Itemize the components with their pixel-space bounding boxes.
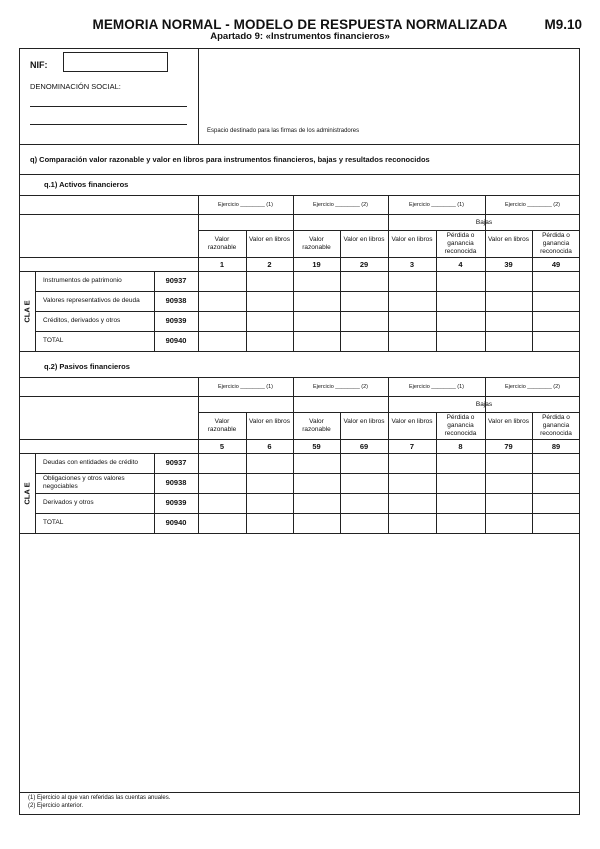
- activos-title-rule: [19, 195, 580, 196]
- value-cell[interactable]: [533, 474, 579, 492]
- side-label-rule: [35, 453, 36, 533]
- value-cell[interactable]: [341, 514, 387, 532]
- ejercicio-header: Ejercicio ________ (2): [312, 202, 369, 208]
- column-header: Valor razonable: [302, 236, 331, 251]
- row-code: 90937: [165, 458, 187, 467]
- column-number: 1: [219, 260, 225, 269]
- column-header: Valor en libros: [487, 418, 530, 425]
- value-cell[interactable]: [389, 474, 435, 492]
- row-code: 90940: [165, 336, 187, 345]
- firmas-text: Espacio destinado para las firmas de los administradores: [207, 128, 360, 134]
- row-label: Valores representativos de deuda: [43, 297, 140, 304]
- value-cell[interactable]: [486, 312, 531, 330]
- value-cell[interactable]: [247, 454, 292, 472]
- pasivos-title-rule: [19, 377, 580, 378]
- section-q-title: q) Comparación valor razonable y valor en libros para instrumentos financieros, bajas y resultados reconocidos: [30, 155, 430, 164]
- value-cell[interactable]: [533, 494, 579, 512]
- row-code: 90939: [165, 316, 187, 325]
- column-number: 89: [551, 442, 561, 451]
- value-cell[interactable]: [437, 514, 484, 532]
- column-header: Valor en libros: [248, 236, 291, 243]
- column-header: Valor razonable: [207, 236, 237, 251]
- header-row-rule: [19, 439, 580, 440]
- value-cell[interactable]: [389, 332, 435, 350]
- value-cell[interactable]: [247, 292, 292, 310]
- value-cell[interactable]: [247, 514, 292, 532]
- denominacion-label: DENOMINACIÓN SOCIAL:: [30, 82, 121, 91]
- column-number: 39: [504, 260, 513, 269]
- header-row-rule: [19, 257, 580, 258]
- data-row-rule: [19, 533, 580, 534]
- column-number: 49: [551, 260, 561, 269]
- ejercicio-header: Ejercicio ________ (2): [504, 202, 561, 208]
- side-label-rule: [35, 271, 36, 351]
- column-number: 8: [458, 442, 463, 451]
- ejercicio-header: Ejercicio ________ (1): [217, 202, 274, 208]
- value-cell[interactable]: [341, 312, 387, 330]
- value-cell[interactable]: [199, 454, 245, 472]
- row-label: Instrumentos de patrimonio: [43, 277, 122, 284]
- identity-divider: [198, 48, 199, 144]
- column-number: 4: [458, 260, 463, 269]
- value-cell[interactable]: [247, 332, 292, 350]
- row-code: 90939: [165, 498, 187, 507]
- value-cell[interactable]: [247, 474, 292, 492]
- value-cell[interactable]: [533, 454, 579, 472]
- value-cell[interactable]: [437, 494, 484, 512]
- column-header: Valor en libros: [391, 418, 433, 425]
- row-code: 90940: [165, 518, 187, 527]
- ejercicio-row-rule: [19, 396, 580, 397]
- row-label: Créditos, derivados y otros: [43, 317, 121, 324]
- value-cell[interactable]: [294, 272, 339, 290]
- value-cell[interactable]: [294, 454, 339, 472]
- row-label: Deudas con entidades de crédito: [43, 459, 139, 466]
- value-cell[interactable]: [341, 454, 387, 472]
- value-cell[interactable]: [247, 494, 292, 512]
- value-cell[interactable]: [486, 454, 531, 472]
- column-header: Pérdida o ganancia reconocida: [540, 232, 572, 255]
- column-header: Valor razonable: [302, 418, 331, 433]
- value-cell[interactable]: [533, 514, 579, 532]
- value-cell[interactable]: [247, 272, 292, 290]
- value-cell[interactable]: [389, 312, 435, 330]
- column-header: Pérdida o ganancia reconocida: [540, 414, 572, 437]
- value-cell[interactable]: [437, 454, 484, 472]
- row-label: TOTAL: [43, 337, 64, 344]
- footnote-rule: [19, 792, 580, 793]
- column-header: Valor en libros: [343, 418, 385, 425]
- side-label: CLA E: [22, 482, 32, 505]
- column-number: 79: [504, 442, 513, 451]
- value-cell[interactable]: [341, 494, 387, 512]
- value-cell[interactable]: [199, 474, 245, 492]
- value-cell[interactable]: [199, 292, 245, 310]
- ejercicio-header: Ejercicio ________ (2): [312, 384, 369, 390]
- value-cell[interactable]: [486, 494, 531, 512]
- column-header: Valor en libros: [391, 236, 433, 243]
- data-row-rule: [19, 351, 580, 352]
- row-label: TOTAL: [43, 519, 64, 526]
- column-number: 6: [267, 442, 272, 451]
- bajas-header: Bajas: [475, 401, 493, 408]
- ejercicio-header: Ejercicio ________ (1): [408, 202, 465, 208]
- column-number: 69: [359, 442, 369, 451]
- value-cell[interactable]: [199, 514, 245, 532]
- value-cell[interactable]: [199, 494, 245, 512]
- row-label: Derivados y otros: [43, 499, 94, 506]
- value-cell[interactable]: [199, 332, 245, 350]
- value-cell[interactable]: [294, 514, 339, 532]
- column-number: 59: [312, 442, 321, 451]
- column-header: Valor en libros: [343, 236, 385, 243]
- ejercicio-header: Ejercicio ________ (2): [504, 384, 561, 390]
- value-cell[interactable]: [389, 292, 435, 310]
- row-code: 90938: [165, 296, 187, 305]
- value-cell[interactable]: [247, 312, 292, 330]
- value-cell[interactable]: [389, 494, 435, 512]
- bajas-header: Bajas: [475, 219, 493, 226]
- value-cell[interactable]: [294, 494, 339, 512]
- value-cell[interactable]: [486, 272, 531, 290]
- form-code: M9.10: [544, 17, 582, 32]
- column-header: Valor en libros: [248, 418, 291, 425]
- page-title: MEMORIA NORMAL - MODELO DE RESPUESTA NORMALIZADA: [92, 17, 508, 32]
- side-label: CLA E: [22, 300, 32, 323]
- value-cell[interactable]: [486, 474, 531, 492]
- bajas-row-rule: [198, 230, 580, 231]
- nif-field[interactable]: [63, 52, 168, 72]
- value-cell[interactable]: [437, 312, 484, 330]
- section-q-rule: [19, 174, 580, 175]
- value-cell[interactable]: [199, 312, 245, 330]
- value-cell[interactable]: [341, 474, 387, 492]
- value-cell[interactable]: [341, 272, 387, 290]
- value-cell[interactable]: [437, 332, 484, 350]
- value-cell[interactable]: [294, 292, 339, 310]
- value-cell[interactable]: [294, 332, 339, 350]
- bajas-row-rule: [198, 412, 580, 413]
- value-cell[interactable]: [437, 272, 484, 290]
- row-code: 90938: [165, 478, 187, 487]
- column-header: Pérdida o ganancia reconocida: [444, 232, 477, 255]
- row-label: Obligaciones y otros valores negociables: [43, 475, 125, 490]
- denominacion-line-2[interactable]: [30, 124, 187, 125]
- footnote-1: (1) Ejercicio al que van referidas las cuentas anuales.: [28, 795, 171, 801]
- column-number: 2: [267, 260, 272, 269]
- column-number: 7: [409, 442, 415, 451]
- nif-label: NIF:: [30, 60, 48, 70]
- value-cell[interactable]: [437, 292, 484, 310]
- identity-bottom-rule: [19, 144, 580, 145]
- column-header: Valor en libros: [487, 236, 530, 243]
- column-number: 5: [219, 442, 225, 451]
- row-code: 90937: [165, 276, 187, 285]
- value-cell[interactable]: [486, 292, 531, 310]
- column-header: Valor razonable: [207, 418, 237, 433]
- value-cell[interactable]: [341, 292, 387, 310]
- denominacion-line-1[interactable]: [30, 106, 187, 107]
- ejercicio-header: Ejercicio ________ (1): [217, 384, 274, 390]
- page-subtitle: Apartado 9: «Instrumentos financieros»: [210, 31, 390, 42]
- value-cell[interactable]: [533, 332, 579, 350]
- value-cell[interactable]: [533, 272, 579, 290]
- column-header: Pérdida o ganancia reconocida: [444, 414, 477, 437]
- activos-title: q.1) Activos financieros: [44, 180, 129, 189]
- value-cell[interactable]: [533, 292, 579, 310]
- column-number: 3: [409, 260, 415, 269]
- value-cell[interactable]: [486, 332, 531, 350]
- value-cell[interactable]: [294, 474, 339, 492]
- value-cell[interactable]: [389, 514, 435, 532]
- ejercicio-header: Ejercicio ________ (1): [408, 384, 465, 390]
- value-cell[interactable]: [389, 272, 435, 290]
- column-number: 29: [359, 260, 369, 269]
- value-cell[interactable]: [437, 474, 484, 492]
- value-cell[interactable]: [199, 272, 245, 290]
- value-cell[interactable]: [389, 454, 435, 472]
- ejercicio-row-rule: [19, 214, 580, 215]
- value-cell[interactable]: [294, 312, 339, 330]
- column-number: 19: [312, 260, 321, 269]
- value-cell[interactable]: [533, 312, 579, 330]
- pasivos-title: q.2) Pasivos financieros: [44, 362, 130, 371]
- value-cell[interactable]: [486, 514, 531, 532]
- value-cell[interactable]: [341, 332, 387, 350]
- footnote-2: (2) Ejercicio anterior.: [28, 803, 84, 809]
